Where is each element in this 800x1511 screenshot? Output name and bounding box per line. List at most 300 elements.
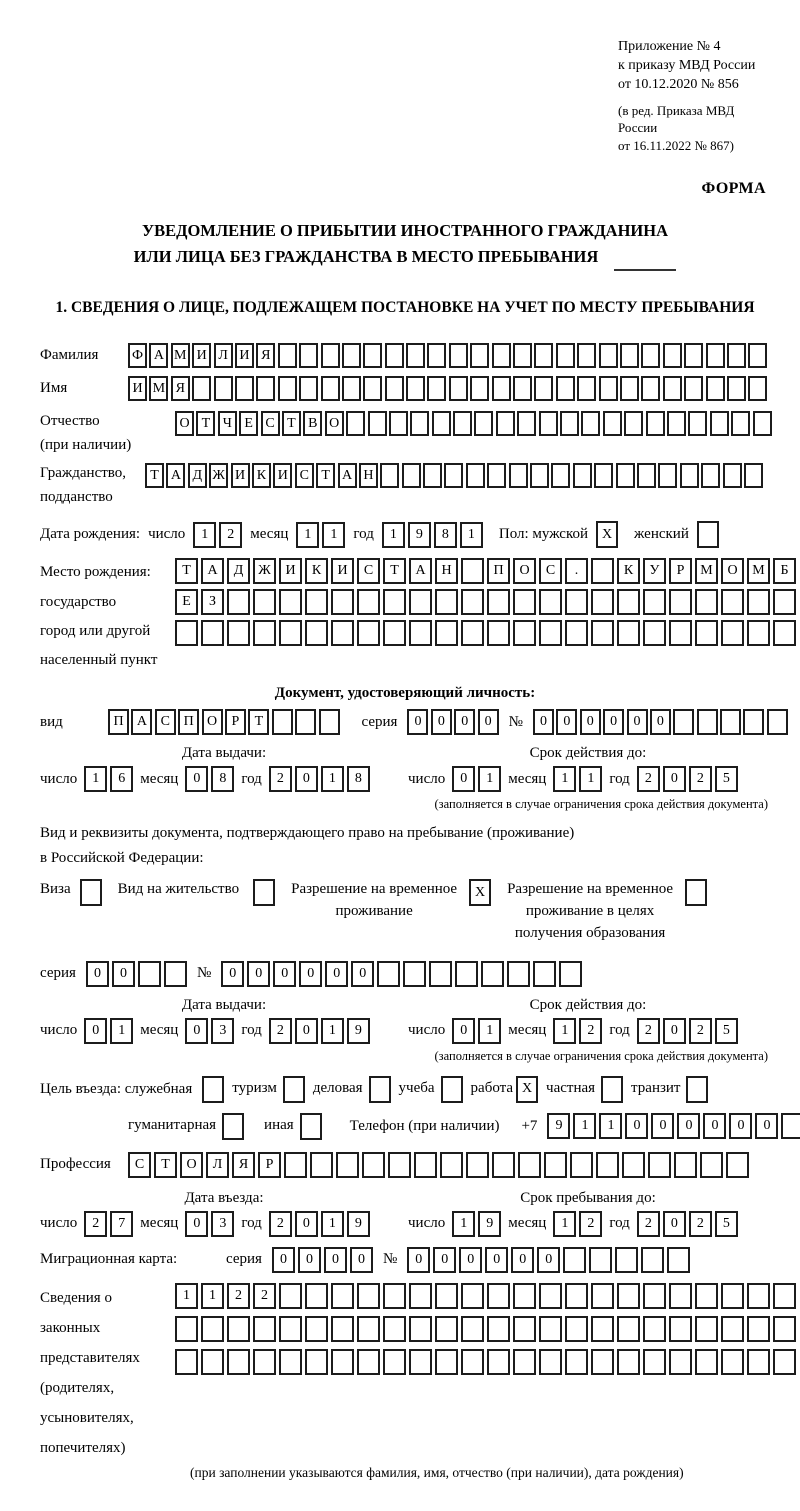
char-box[interactable] [299,343,318,368]
char-box[interactable] [695,1316,718,1342]
char-box[interactable] [773,620,796,646]
char-box[interactable]: Ч [218,411,237,436]
char-box[interactable] [357,1283,380,1309]
char-box[interactable] [533,961,556,987]
char-box[interactable]: 0 [755,1113,778,1139]
char-box[interactable] [357,1316,380,1342]
char-box[interactable] [641,376,660,401]
char-box[interactable]: 0 [407,709,428,735]
char-box[interactable] [591,620,614,646]
char-box[interactable]: . [565,558,588,584]
char-box[interactable]: 9 [547,1113,570,1139]
char-box[interactable] [377,961,400,987]
char-box[interactable] [695,1349,718,1375]
char-box[interactable] [409,589,432,615]
char-box[interactable]: 1 [296,522,319,548]
char-box[interactable] [723,463,742,488]
char-box[interactable] [389,411,408,436]
char-box[interactable] [643,589,666,615]
char-box[interactable] [481,961,504,987]
char-box[interactable] [466,1152,489,1178]
char-box[interactable]: 3 [211,1018,234,1044]
char-box[interactable] [753,411,772,436]
char-box[interactable]: 0 [511,1247,534,1273]
char-box[interactable] [444,463,463,488]
char-box[interactable]: 0 [663,1018,686,1044]
char-box[interactable]: 2 [269,1211,292,1237]
char-box[interactable]: 0 [454,709,475,735]
char-box[interactable] [669,1349,692,1375]
char-box[interactable] [539,620,562,646]
char-box[interactable]: Т [175,558,198,584]
char-box[interactable] [748,343,767,368]
char-box[interactable] [695,589,718,615]
char-box[interactable] [342,343,361,368]
char-box[interactable] [565,1349,588,1375]
char-box[interactable] [589,1247,612,1273]
char-box[interactable] [731,411,750,436]
char-box[interactable] [305,620,328,646]
char-box[interactable]: 0 [112,961,135,987]
char-box[interactable] [599,343,618,368]
char-box[interactable]: 0 [86,961,109,987]
purpose-official-checkbox[interactable] [202,1076,224,1103]
char-box[interactable] [663,343,682,368]
char-box[interactable] [402,463,421,488]
entry-day-input[interactable] [84,1211,133,1237]
char-box[interactable] [674,1152,697,1178]
char-box[interactable] [461,1283,484,1309]
char-box[interactable] [427,343,446,368]
char-box[interactable] [362,1152,385,1178]
purpose-work-checkbox[interactable] [516,1076,538,1103]
char-box[interactable]: 1 [553,1211,576,1237]
char-box[interactable] [509,463,528,488]
char-box[interactable]: 2 [689,766,712,792]
char-box[interactable] [720,709,741,735]
char-box[interactable]: X [596,521,618,548]
residence-series-input[interactable] [86,961,187,987]
char-box[interactable] [620,376,639,401]
char-box[interactable] [201,620,224,646]
char-box[interactable] [357,620,380,646]
char-box[interactable]: 0 [703,1113,726,1139]
char-box[interactable] [767,709,788,735]
char-box[interactable] [556,376,575,401]
char-box[interactable] [435,1283,458,1309]
char-box[interactable]: О [175,411,194,436]
char-box[interactable] [406,376,425,401]
char-box[interactable] [336,1152,359,1178]
char-box[interactable]: И [235,343,254,368]
char-box[interactable]: С [155,709,176,735]
char-box[interactable] [455,961,478,987]
char-box[interactable]: А [166,463,185,488]
char-box[interactable] [530,463,549,488]
char-box[interactable] [305,1349,328,1375]
char-box[interactable] [591,558,614,584]
residence-issue-day-input[interactable] [84,1018,133,1044]
char-box[interactable]: 2 [689,1211,712,1237]
char-box[interactable]: 0 [663,766,686,792]
char-box[interactable] [310,1152,333,1178]
char-box[interactable]: 0 [485,1247,508,1273]
char-box[interactable]: Н [435,558,458,584]
char-box[interactable] [747,1349,770,1375]
char-box[interactable] [410,411,429,436]
char-box[interactable]: 1 [460,522,483,548]
char-box[interactable]: 8 [434,522,457,548]
char-box[interactable]: 2 [227,1283,250,1309]
purpose-humanitarian-checkbox[interactable] [222,1113,244,1140]
residence-number-input[interactable] [221,961,582,987]
char-box[interactable] [534,376,553,401]
char-box[interactable] [686,1076,708,1103]
char-box[interactable] [663,376,682,401]
stay-year-input[interactable] [637,1211,738,1237]
residence-permit-checkbox[interactable] [253,879,275,906]
char-box[interactable] [279,1316,302,1342]
char-box[interactable] [518,1152,541,1178]
edu-residence-checkbox[interactable] [685,879,707,906]
char-box[interactable] [427,376,446,401]
char-box[interactable] [227,1349,250,1375]
char-box[interactable] [747,589,770,615]
char-box[interactable] [658,463,677,488]
char-box[interactable] [363,343,382,368]
char-box[interactable] [409,620,432,646]
char-box[interactable] [544,1152,567,1178]
sex-male-checkbox[interactable] [596,521,618,548]
char-box[interactable] [253,589,276,615]
purpose-tourism-checkbox[interactable] [283,1076,305,1103]
char-box[interactable] [461,558,484,584]
char-box[interactable] [383,1349,406,1375]
char-box[interactable] [253,1349,276,1375]
char-box[interactable]: Р [669,558,692,584]
char-box[interactable] [591,589,614,615]
char-box[interactable]: 1 [478,1018,501,1044]
char-box[interactable]: Ф [128,343,147,368]
char-box[interactable] [617,1316,640,1342]
char-box[interactable]: 1 [553,766,576,792]
char-box[interactable]: 1 [382,522,405,548]
char-box[interactable] [435,620,458,646]
char-box[interactable]: О [721,558,744,584]
char-box[interactable] [331,589,354,615]
char-box[interactable] [688,411,707,436]
char-box[interactable]: 0 [351,961,374,987]
char-box[interactable] [357,1349,380,1375]
char-box[interactable] [331,1349,354,1375]
char-box[interactable] [726,1152,749,1178]
char-box[interactable] [637,463,656,488]
char-box[interactable]: 8 [347,766,370,792]
char-box[interactable] [747,1316,770,1342]
birth-month-input[interactable] [296,522,345,548]
char-box[interactable] [214,376,233,401]
char-box[interactable] [414,1152,437,1178]
char-box[interactable]: 1 [322,522,345,548]
char-box[interactable] [295,709,316,735]
char-box[interactable] [648,1152,671,1178]
char-box[interactable] [563,1247,586,1273]
char-box[interactable]: Т [383,558,406,584]
char-box[interactable] [383,1316,406,1342]
char-box[interactable] [331,620,354,646]
char-box[interactable]: П [487,558,510,584]
char-box[interactable]: 0 [478,709,499,735]
char-box[interactable] [617,1283,640,1309]
char-box[interactable] [492,376,511,401]
char-box[interactable] [773,1316,796,1342]
doc-type-input[interactable] [108,709,340,735]
char-box[interactable]: Е [239,411,258,436]
char-box[interactable] [748,376,767,401]
char-box[interactable] [466,463,485,488]
purpose-other-checkbox[interactable] [300,1113,322,1140]
residence-valid-month-input[interactable] [553,1018,602,1044]
char-box[interactable] [643,620,666,646]
char-box[interactable]: 0 [431,709,452,735]
char-box[interactable] [513,589,536,615]
char-box[interactable]: 2 [689,1018,712,1044]
char-box[interactable]: 0 [729,1113,752,1139]
char-box[interactable] [695,620,718,646]
char-box[interactable]: 2 [637,1211,660,1237]
char-box[interactable]: Т [282,411,301,436]
char-box[interactable] [559,961,582,987]
char-box[interactable]: 0 [185,1211,208,1237]
char-box[interactable] [253,620,276,646]
char-box[interactable] [435,1349,458,1375]
char-box[interactable]: Т [248,709,269,735]
residence-valid-day-input[interactable] [452,1018,501,1044]
char-box[interactable] [201,1349,224,1375]
char-box[interactable] [300,1113,322,1140]
char-box[interactable] [743,709,764,735]
char-box[interactable]: 0 [625,1113,648,1139]
phone-input[interactable] [547,1113,800,1139]
char-box[interactable]: 1 [553,1018,576,1044]
char-box[interactable] [403,961,426,987]
char-box[interactable]: 0 [433,1247,456,1273]
doc-number-input[interactable] [533,709,788,735]
char-box[interactable]: 0 [452,1018,475,1044]
char-box[interactable]: Я [232,1152,255,1178]
char-box[interactable]: 0 [580,709,601,735]
char-box[interactable]: Н [359,463,378,488]
char-box[interactable]: Ж [209,463,228,488]
char-box[interactable] [599,376,618,401]
char-box[interactable] [706,376,725,401]
char-box[interactable]: О [180,1152,203,1178]
char-box[interactable]: 0 [299,961,322,987]
char-box[interactable]: 0 [324,1247,347,1273]
char-box[interactable]: 7 [110,1211,133,1237]
char-box[interactable]: 1 [175,1283,198,1309]
char-box[interactable]: 0 [247,961,270,987]
char-box[interactable] [435,1316,458,1342]
char-box[interactable] [721,620,744,646]
char-box[interactable]: 0 [185,766,208,792]
char-box[interactable] [643,1349,666,1375]
char-box[interactable] [513,1349,536,1375]
char-box[interactable]: М [149,376,168,401]
char-box[interactable]: В [303,411,322,436]
char-box[interactable]: X [516,1076,538,1103]
char-box[interactable] [492,343,511,368]
char-box[interactable]: К [252,463,271,488]
char-box[interactable]: А [338,463,357,488]
char-box[interactable] [700,1152,723,1178]
char-box[interactable]: 0 [272,1247,295,1273]
char-box[interactable] [406,343,425,368]
char-box[interactable]: М [747,558,770,584]
purpose-transit-checkbox[interactable] [686,1076,708,1103]
visa-checkbox[interactable] [80,879,102,906]
char-box[interactable]: 0 [221,961,244,987]
char-box[interactable] [435,589,458,615]
char-box[interactable]: Ж [253,558,276,584]
char-box[interactable]: 9 [347,1018,370,1044]
char-box[interactable]: 5 [715,1211,738,1237]
char-box[interactable] [461,620,484,646]
char-box[interactable] [513,376,532,401]
char-box[interactable]: 2 [269,1018,292,1044]
purpose-business-checkbox[interactable] [369,1076,391,1103]
char-box[interactable]: 2 [269,766,292,792]
char-box[interactable] [227,589,250,615]
char-box[interactable] [781,1113,800,1139]
stay-month-input[interactable] [553,1211,602,1237]
char-box[interactable] [409,1316,432,1342]
char-box[interactable] [175,1349,198,1375]
char-box[interactable] [773,1283,796,1309]
char-box[interactable] [409,1349,432,1375]
char-box[interactable]: П [108,709,129,735]
char-box[interactable] [624,411,643,436]
char-box[interactable] [321,376,340,401]
char-box[interactable] [539,1316,562,1342]
char-box[interactable] [305,589,328,615]
char-box[interactable] [616,463,635,488]
char-box[interactable] [331,1283,354,1309]
surname-input[interactable] [128,343,767,368]
char-box[interactable]: К [617,558,640,584]
char-box[interactable] [744,463,763,488]
char-box[interactable] [192,376,211,401]
char-box[interactable]: М [171,343,190,368]
char-box[interactable]: Р [225,709,246,735]
char-box[interactable] [278,343,297,368]
char-box[interactable] [279,1283,302,1309]
char-box[interactable] [581,411,600,436]
char-box[interactable] [227,620,250,646]
char-box[interactable]: 9 [478,1211,501,1237]
char-box[interactable]: 0 [407,1247,430,1273]
char-box[interactable] [383,1283,406,1309]
char-box[interactable]: Т [154,1152,177,1178]
char-box[interactable] [773,1349,796,1375]
char-box[interactable] [565,589,588,615]
char-box[interactable]: 0 [325,961,348,987]
char-box[interactable] [409,1283,432,1309]
char-box[interactable] [202,1076,224,1103]
char-box[interactable] [706,343,725,368]
char-box[interactable] [539,1283,562,1309]
char-box[interactable]: 5 [715,766,738,792]
char-box[interactable]: 1 [579,766,602,792]
char-box[interactable]: С [261,411,280,436]
char-box[interactable] [253,1316,276,1342]
purpose-private-checkbox[interactable] [601,1076,623,1103]
char-box[interactable] [680,463,699,488]
char-box[interactable]: У [643,558,666,584]
char-box[interactable] [667,1247,690,1273]
char-box[interactable] [80,879,102,906]
char-box[interactable] [385,376,404,401]
char-box[interactable] [727,376,746,401]
char-box[interactable]: 3 [211,1211,234,1237]
char-box[interactable] [321,343,340,368]
char-box[interactable] [342,376,361,401]
char-box[interactable] [164,961,187,987]
char-box[interactable]: 1 [84,766,107,792]
char-box[interactable] [368,411,387,436]
char-box[interactable] [685,879,707,906]
char-box[interactable]: З [201,589,224,615]
char-box[interactable] [539,1349,562,1375]
char-box[interactable] [449,343,468,368]
citizenship-input[interactable] [145,463,763,488]
char-box[interactable] [551,463,570,488]
char-box[interactable]: 9 [347,1211,370,1237]
char-box[interactable] [615,1247,638,1273]
char-box[interactable] [388,1152,411,1178]
char-box[interactable]: 0 [650,709,671,735]
char-box[interactable]: 0 [651,1113,674,1139]
char-box[interactable]: Я [171,376,190,401]
char-box[interactable] [556,343,575,368]
doc-issue-day-input[interactable] [84,766,133,792]
char-box[interactable] [684,343,703,368]
char-box[interactable] [507,961,530,987]
doc-valid-month-input[interactable] [553,766,602,792]
char-box[interactable] [487,620,510,646]
entry-month-input[interactable] [185,1211,234,1237]
char-box[interactable] [721,1349,744,1375]
birth-year-input[interactable] [382,522,483,548]
char-box[interactable]: И [192,343,211,368]
char-box[interactable] [565,1283,588,1309]
char-box[interactable] [596,1152,619,1178]
char-box[interactable] [622,1152,645,1178]
char-box[interactable] [601,1076,623,1103]
char-box[interactable]: 1 [201,1283,224,1309]
char-box[interactable] [673,709,694,735]
char-box[interactable]: М [695,558,718,584]
migration-series-input[interactable] [272,1247,373,1273]
char-box[interactable]: Т [145,463,164,488]
char-box[interactable]: И [331,558,354,584]
char-box[interactable] [175,1316,198,1342]
char-box[interactable] [641,1247,664,1273]
residence-issue-year-input[interactable] [269,1018,370,1044]
char-box[interactable]: Т [316,463,335,488]
char-box[interactable] [175,620,198,646]
char-box[interactable]: 0 [537,1247,560,1273]
